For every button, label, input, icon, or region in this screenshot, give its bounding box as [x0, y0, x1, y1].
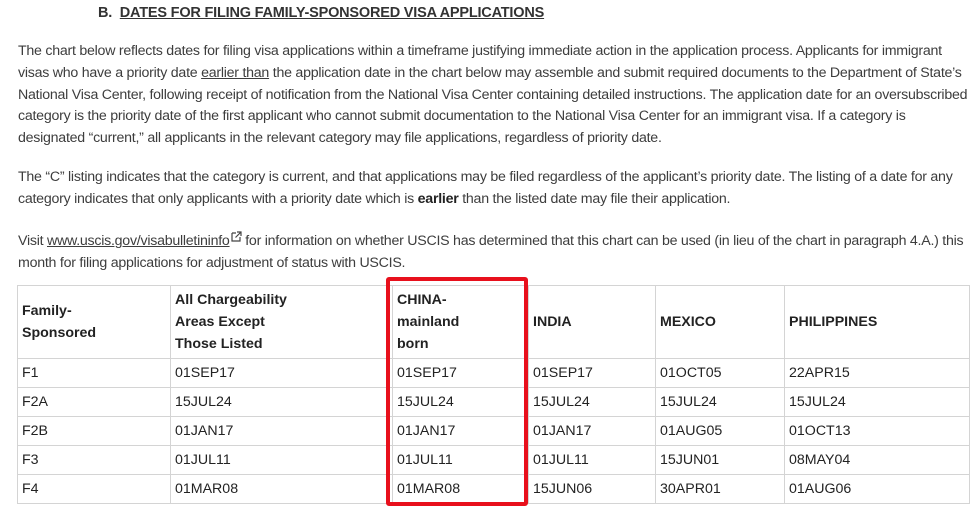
cell-category: F2A [18, 388, 171, 417]
p1-emphasis: earlier than [201, 64, 270, 81]
cell-india: 15JUL24 [529, 388, 656, 417]
paragraph-current-listing [18, 167, 968, 211]
cell-philippines: 01AUG06 [785, 475, 970, 504]
cell-all: 01SEP17 [171, 359, 393, 388]
header-china: CHINA- mainland born [393, 286, 529, 359]
cell-philippines: 22APR15 [785, 359, 970, 388]
paragraph-visit-uscis [18, 228, 968, 275]
p1-text-b: the application date in the chart below may assemble and submit required documents to the Department of State’s National Visa Center, following receipt of notification from the National Visa Center containing detailed instructions. The application date for an oversubscribed category is the priority date of the first applicant who cannot submit documentation to the National Visa Center for an immigrant visa. If a category is designated “current,” all applicants in the relevant category may file applications, regardless of priority date. [18, 64, 968, 147]
china-column-highlight [386, 277, 528, 506]
cell-china: 01JUL11 [393, 446, 529, 475]
p2-text-c: than the listed date may file their application. [458, 190, 731, 207]
cell-category: F4 [18, 475, 171, 504]
cell-category: F2B [18, 417, 171, 446]
uscis-link[interactable]: www.uscis.gov/visabulletininfo [47, 233, 230, 249]
cell-category: F1 [18, 359, 171, 388]
cell-mexico: 01OCT05 [656, 359, 785, 388]
cell-china: 01SEP17 [393, 359, 529, 388]
external-link-icon[interactable] [231, 228, 242, 250]
section-letter: B. [98, 5, 113, 21]
header-all-chargeability: All Chargeability Areas Except Those Listed [171, 286, 393, 359]
cell-india: 01SEP17 [529, 359, 656, 388]
cell-china: 15JUL24 [393, 388, 529, 417]
cell-india: 01JAN17 [529, 417, 656, 446]
p3-text-b: for information on whether USCIS has determined that this chart can be used (in lieu of the chart in paragraph 4.A.) this month for filing applications for adjustment of status with USCIS. [18, 233, 964, 271]
section-title: DATES FOR FILING FAMILY-SPONSORED VISA APPLICATIONS [119, 5, 545, 21]
cell-mexico: 15JUN01 [656, 446, 785, 475]
p3-text-a: Visit [18, 233, 47, 249]
cell-india: 15JUN06 [529, 475, 656, 504]
header-philippines: PHILIPPINES [785, 286, 970, 359]
cell-china: 01MAR08 [393, 475, 529, 504]
header-mexico: MEXICO [656, 286, 785, 359]
cell-philippines: 08MAY04 [785, 446, 970, 475]
cell-mexico: 01AUG05 [656, 417, 785, 446]
cell-philippines: 15JUL24 [785, 388, 970, 417]
p2-emphasis: earlier [417, 190, 459, 207]
p2-text-a: The “C” listing indicates that the category is current, and that applications may be filed regardless of the applicant’s priority date. The listing of a date for any category indicates that only applicants with a priority date which is [18, 169, 953, 207]
header-family-sponsored: Family- Sponsored [18, 286, 171, 359]
cell-category: F3 [18, 446, 171, 475]
p1-text-a: The chart below reflects dates for filing visa applications within a timeframe justifying immediate action in the application process. Applicants for immigrant visas who have a priority date [18, 43, 942, 81]
cell-mexico: 30APR01 [656, 475, 785, 504]
cell-all: 15JUL24 [171, 388, 393, 417]
section-heading [98, 5, 544, 21]
header-india: INDIA [529, 286, 656, 359]
cell-india: 01JUL11 [529, 446, 656, 475]
cell-china: 01JAN17 [393, 417, 529, 446]
cell-philippines: 01OCT13 [785, 417, 970, 446]
paragraph-filing-dates [18, 41, 968, 150]
cell-mexico: 15JUL24 [656, 388, 785, 417]
cell-all: 01MAR08 [171, 475, 393, 504]
cell-all: 01JUL11 [171, 446, 393, 475]
cell-all: 01JAN17 [171, 417, 393, 446]
